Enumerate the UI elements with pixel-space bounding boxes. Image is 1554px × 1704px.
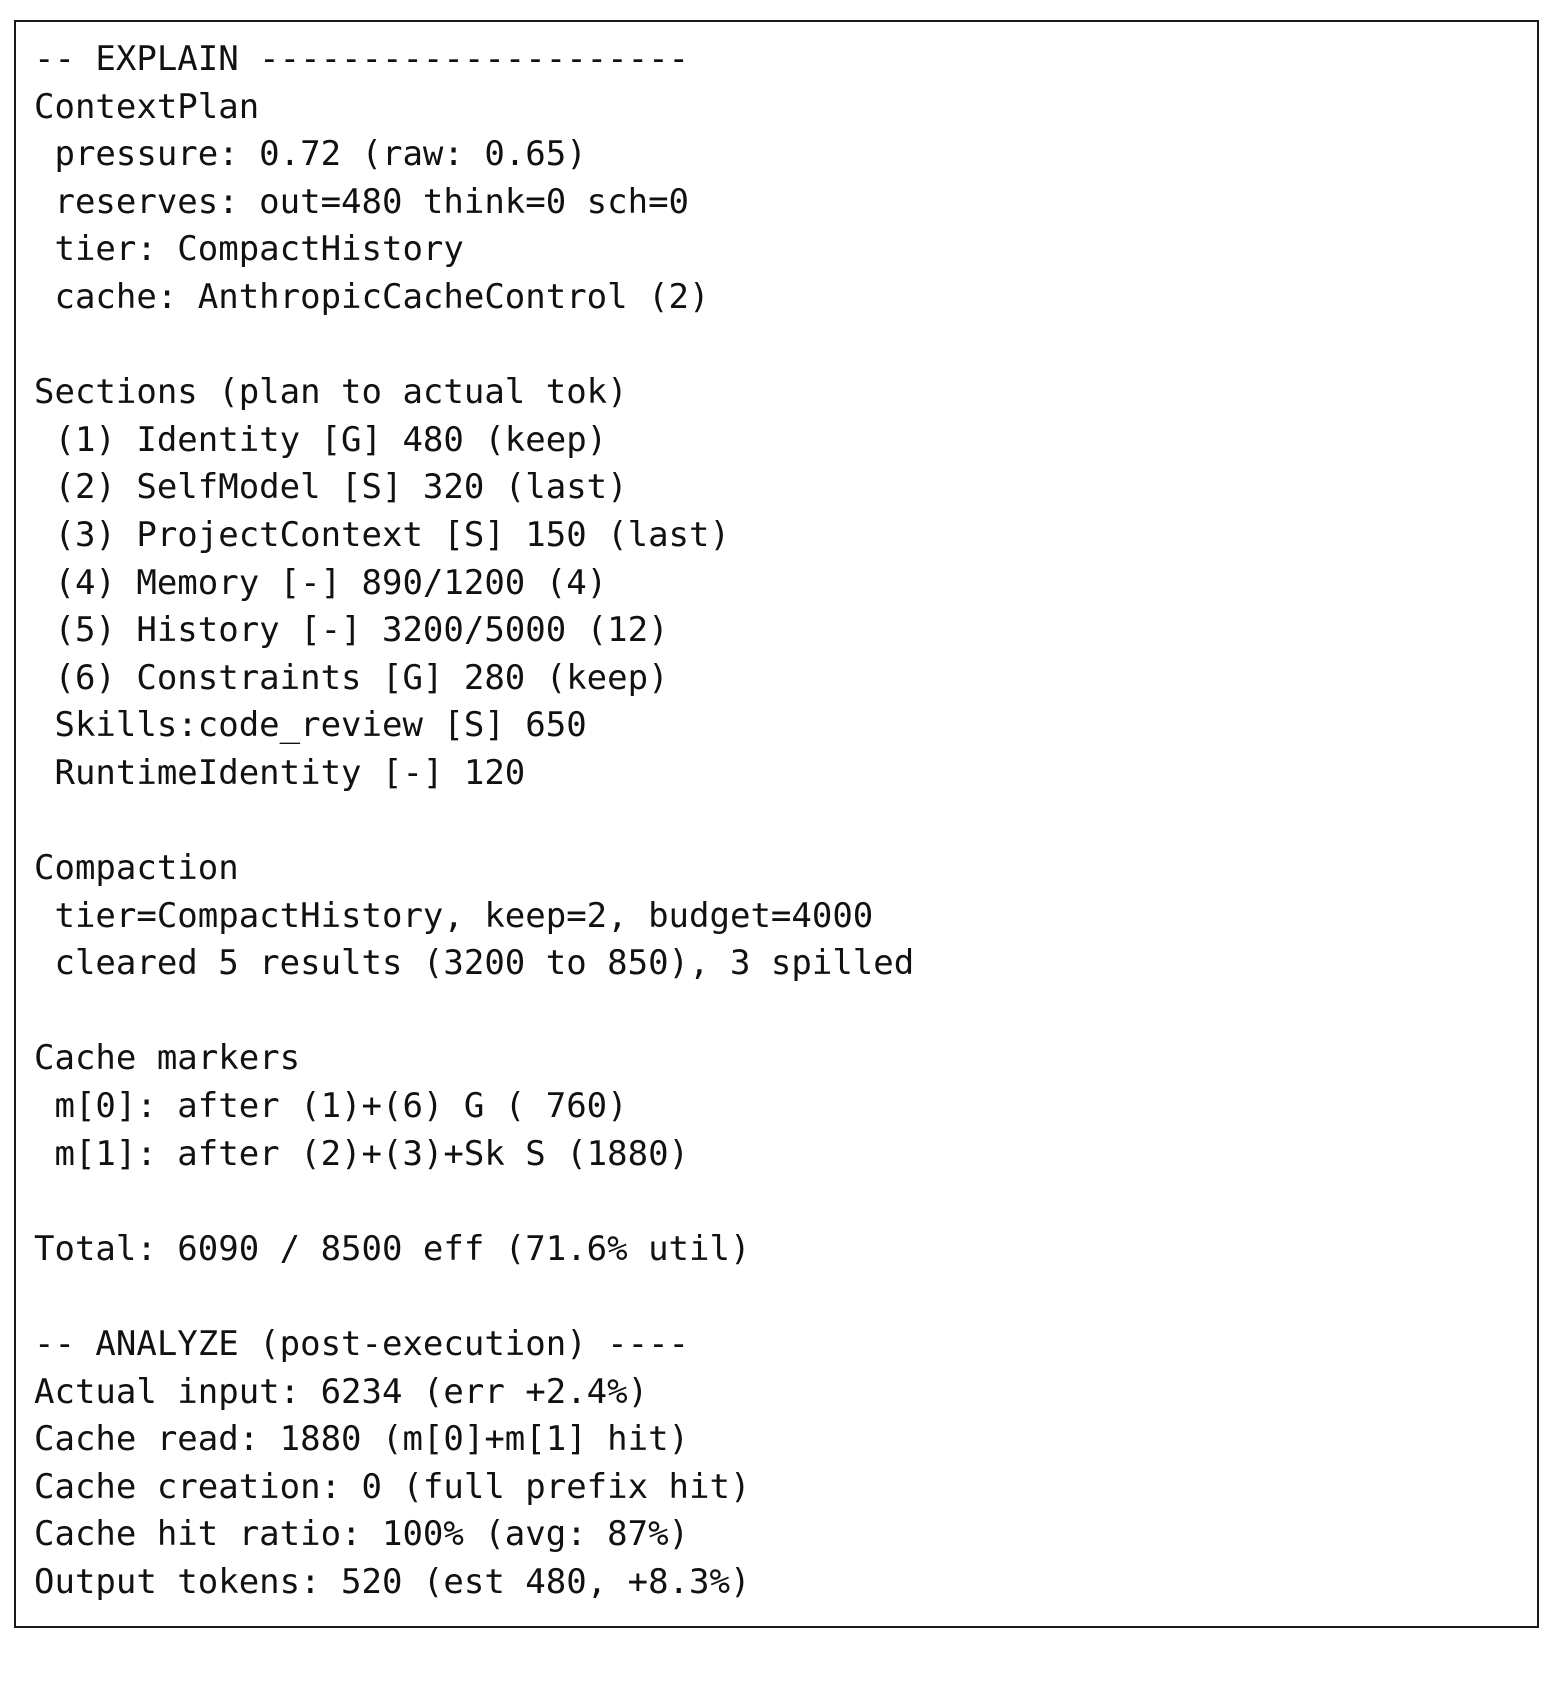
cache-read-line: Cache read: 1880 (m[0]+m[1] hit) (34, 1419, 690, 1460)
cache-marker-1-line: m[1]: after (2)+(3)+Sk S (1880) (34, 1133, 690, 1174)
cache-hit-ratio-line: Cache hit ratio: 100% (avg: 87%) (34, 1514, 690, 1555)
blank-line (34, 1178, 914, 1226)
explain-header-line: -- EXPLAIN --------------------- (34, 39, 690, 79)
sections-heading: Sections (plan to actual tok) (34, 372, 628, 413)
section-skills-line: Skills:code_review [S] 650 (34, 705, 587, 746)
section-selfmodel-line: (2) SelfModel [S] 320 (last) (34, 467, 628, 508)
tier-line: tier: CompactHistory (34, 229, 464, 270)
cache-marker-0-line: m[0]: after (1)+(6) G ( 760) (34, 1086, 628, 1127)
section-projectcontext-line: (3) ProjectContext [S] 150 (last) (34, 514, 730, 555)
cache-creation-line: Cache creation: 0 (full prefix hit) (34, 1466, 751, 1507)
compaction-heading: Compaction (34, 848, 239, 889)
blank-line (34, 798, 914, 846)
actual-input-line: Actual input: 6234 (err +2.4%) (34, 1371, 649, 1412)
cache-markers-heading: Cache markers (34, 1038, 301, 1079)
section-history-line: (5) History [-] 3200/5000 (12) (34, 610, 669, 651)
compaction-tier-line: tier=CompactHistory, keep=2, budget=4000 (34, 895, 874, 936)
cache-line: cache: AnthropicCacheControl (2) (34, 276, 710, 317)
output-tokens-line: Output tokens: 520 (est 480, +8.3%) (34, 1562, 751, 1602)
reserves-line: reserves: out=480 think=0 sch=0 (34, 181, 690, 222)
context-plan-heading: ContextPlan (34, 86, 260, 127)
total-line: Total: 6090 / 8500 eff (71.6% util) (34, 1228, 751, 1269)
section-constraints-line: (6) Constraints [G] 280 (keep) (34, 657, 669, 698)
blank-line (34, 988, 914, 1036)
pressure-line: pressure: 0.72 (raw: 0.65) (34, 134, 587, 175)
blank-line (34, 1273, 914, 1321)
compaction-cleared-line: cleared 5 results (3200 to 850), 3 spilled (34, 943, 915, 984)
section-memory-line: (4) Memory [-] 890/1200 (4) (34, 562, 608, 603)
section-identity-line: (1) Identity [G] 480 (keep) (34, 419, 608, 460)
explain-analyze-listing (34, 36, 914, 1607)
analyze-header-line: -- ANALYZE (post-execution) ---- (34, 1324, 690, 1365)
blank-line (34, 322, 914, 370)
section-runtimeidentity-line: RuntimeIdentity [-] 120 (34, 752, 526, 793)
